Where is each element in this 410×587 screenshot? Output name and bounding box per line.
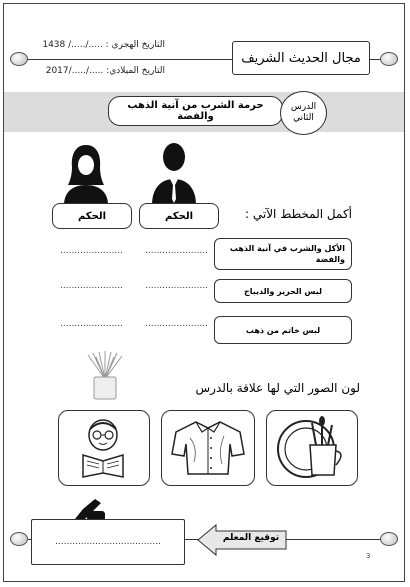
signature-line: .....................................: [55, 537, 161, 547]
pencil-cup-icon: [84, 351, 126, 401]
lesson-number: الدرس الثاني: [290, 102, 317, 123]
page-number: 3: [366, 552, 371, 560]
answer-line[interactable]: ......................: [60, 281, 123, 291]
signature-box[interactable]: [31, 519, 185, 565]
diagram-item-3: [214, 316, 352, 344]
subject-title: مجال الحديث الشريف: [241, 50, 361, 66]
item-label: الأكل والشرب في آنية الذهب والفضة: [229, 244, 345, 264]
female-figure-icon: [60, 143, 112, 205]
item-label: لبس خاتم من ذهب: [245, 325, 321, 335]
diagram-heading: أكمل المخطط الآتي :: [245, 207, 352, 221]
gregorian-date: التاريخ الميلادي: ...../...../2017: [45, 66, 165, 76]
answer-line[interactable]: ......................: [145, 319, 208, 329]
lesson-title-box: [108, 96, 283, 126]
item-label: لبس الحرير والديباج: [244, 286, 322, 296]
ruling-box-male: [139, 203, 219, 229]
diagram-item-1: [214, 238, 352, 270]
silk-shirt-icon: [168, 418, 248, 478]
picture-box-shirt[interactable]: [161, 410, 255, 486]
answer-line[interactable]: ......................: [60, 246, 123, 256]
ruling-label: الحكم: [77, 210, 107, 222]
teacher-signature-label: توقيع المعلم: [222, 533, 280, 543]
answer-line[interactable]: ......................: [60, 319, 123, 329]
lesson-title: حرمة الشرب من آنية الذهب والفضة: [127, 100, 264, 122]
answer-line[interactable]: ......................: [145, 246, 208, 256]
male-figure-icon: [148, 141, 200, 205]
ruling-label: الحكم: [164, 210, 194, 222]
boy-reading-icon: [69, 417, 139, 479]
diagram-item-2: [214, 279, 352, 303]
hijri-date: التاريخ الهجري : ...../...../ 1438: [42, 40, 165, 50]
plate-and-cup-icon: [272, 415, 352, 481]
header-left-ring-icon: [10, 52, 28, 66]
picture-box-reading[interactable]: [58, 410, 150, 486]
picture-box-dishes[interactable]: [266, 410, 358, 486]
subject-title-box: [232, 41, 370, 75]
header-right-ring-icon: [380, 52, 398, 66]
footer-right-ring-icon: [380, 532, 398, 546]
footer-left-ring-icon: [10, 532, 28, 546]
ruling-box-female: [52, 203, 132, 229]
coloring-heading: لون الصور التي لها علاقة بالدرس: [195, 381, 360, 395]
lesson-number-badge: [280, 91, 327, 135]
answer-line[interactable]: ......................: [145, 281, 208, 291]
